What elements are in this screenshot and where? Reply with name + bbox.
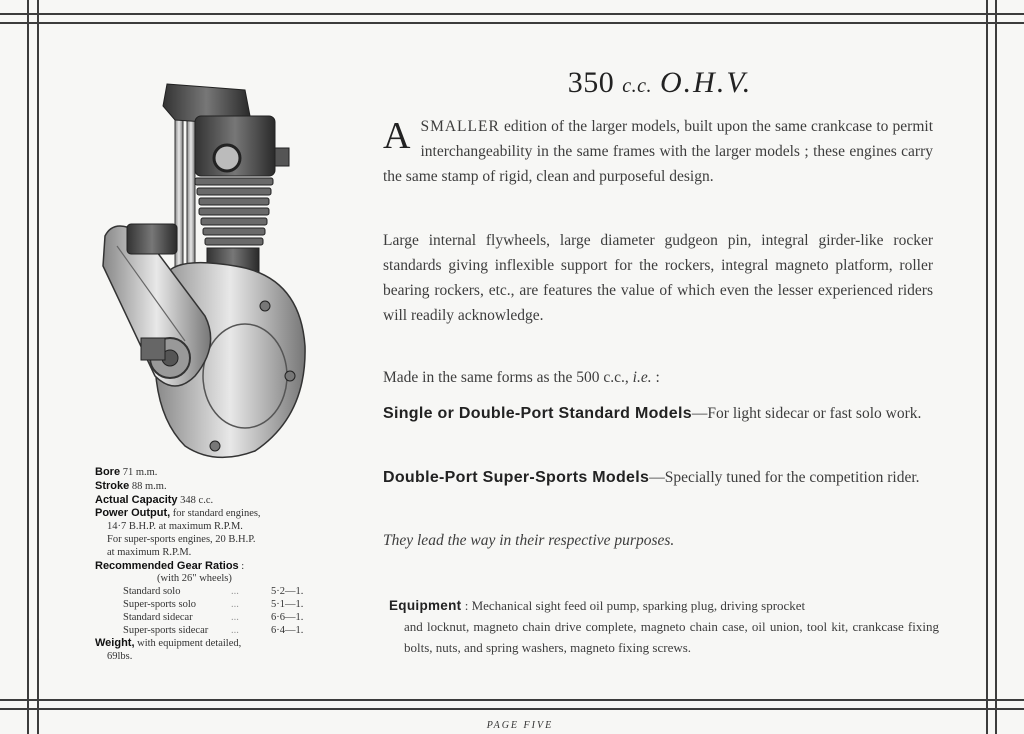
ratio-name: Standard sidecar [123, 611, 193, 623]
ratio-name: Super-sports solo [123, 598, 196, 610]
spec-weight [95, 637, 310, 651]
title-cc: c.c. [622, 75, 652, 97]
ratio-row [95, 625, 310, 638]
model-super-sports-name: Double-Port Super-Sports Models [383, 469, 650, 486]
features-paragraph: Large internal flywheels, large diameter gudgeon pin, integral girder-like rocker standards giving inflexible support for the rockers, integral magneto platform, roller bearing rockers, etc., are features the value of which even the lesser experienced riders will readily acknowledge. [383, 232, 933, 324]
capacity-label: Actual Capacity [95, 493, 178, 506]
forms-tail: : [651, 369, 660, 386]
ratio-row [95, 599, 310, 612]
model-standard-name: Single or Double-Port Standard Models [383, 405, 692, 422]
intro-lead-caps: SMALLER [420, 118, 500, 135]
spec-capacity [95, 494, 310, 508]
engine-illustration [95, 76, 310, 461]
weight-value: with equipment detailed, [134, 638, 242, 650]
ratio-dots: ... [231, 586, 239, 598]
ratio-value: 6·4—1. [271, 624, 304, 636]
stroke-label: Stroke [95, 479, 130, 492]
frame-top-rule [0, 13, 1024, 15]
spec-power [95, 507, 310, 521]
frame-left-rule [27, 0, 29, 734]
equipment-paragraph [389, 595, 939, 658]
intro-text: edition of the larger models, built upon the same crankcase to permit interchangeability in the same frames with the larger models ; these engines carry the same stamp of rigid, clean and purposeful design. [383, 118, 933, 185]
power-value-2: 14·7 B.H.P. at maximum R.P.M. [107, 521, 243, 533]
page-title [380, 66, 940, 100]
frame-bottom-rule [0, 699, 1024, 701]
ratio-name: Super-sports sidecar [123, 624, 209, 636]
spec-stroke [95, 480, 310, 494]
ratio-row [95, 586, 310, 599]
ratio-value: 5·1—1. [271, 598, 304, 610]
title-number: 350 [567, 66, 615, 99]
intro-paragraph [383, 114, 933, 189]
bore-label: Bore [95, 466, 121, 478]
spec-gear-ratios [95, 560, 310, 574]
model-standard-desc: —For light sidecar or fast solo work. [691, 405, 922, 422]
equipment-text-2: and locknut, magneto chain drive complete, magneto chain case, oil union, tool kit, crankcase fixing bolts, nuts, and spring washers, magneto fixing screws. [404, 619, 939, 655]
model-super-sports-desc: —Specially tuned for the competition rider. [649, 469, 920, 486]
ratio-value: 5·2—1. [271, 586, 304, 598]
forms-paragraph [383, 365, 933, 390]
equipment-text-1: Mechanical sight feed oil pump, sparking plug, driving sprocket [471, 598, 806, 613]
title-ohv: O.H.V. [659, 66, 753, 99]
frame-bottom-rule-inner [0, 708, 1024, 710]
weight-value-2: 69lbs. [107, 651, 133, 663]
frame-left-rule-inner [37, 0, 39, 734]
stroke-value: 88 m.m. [129, 480, 167, 492]
ratio-dots: ... [231, 611, 239, 623]
power-value-1: for standard engines, [170, 508, 261, 520]
power-value-4: at maximum R.P.M. [107, 546, 192, 558]
ratio-row [95, 612, 310, 625]
frame-right-rule [986, 0, 988, 734]
model-standard [383, 401, 933, 426]
gear-label: Recommended Gear Ratios [95, 559, 239, 572]
ratio-value: 6·6—1. [271, 611, 304, 623]
page-number: PAGE FIVE [486, 720, 554, 731]
forms-text: Made in the same forms as the 500 c.c., [383, 369, 633, 386]
gear-note: (with 26" wheels) [157, 573, 232, 585]
frame-right-rule-inner [995, 0, 997, 734]
ratio-name: Standard solo [123, 586, 181, 598]
slogan: They lead the way in their respective purposes. [383, 532, 675, 549]
capacity-value: 348 c.c. [177, 494, 214, 506]
spec-bore [95, 466, 310, 480]
specs-block [95, 466, 310, 664]
power-label: Power Output, [95, 507, 171, 520]
equipment-label: Equipment [389, 598, 462, 613]
bore-value: 71 m.m. [120, 467, 158, 478]
ratio-dots: ... [231, 598, 239, 610]
power-value-3: For super-sports engines, 20 B.H.P. [107, 533, 256, 545]
model-super-sports [383, 465, 933, 490]
weight-label: Weight, [95, 637, 135, 650]
drop-cap: A [383, 115, 411, 157]
gear-colon: : [238, 560, 245, 572]
frame-top-rule-inner [0, 22, 1024, 24]
ratio-dots: ... [231, 624, 239, 636]
equipment-sep: : [461, 598, 472, 613]
forms-ie: i.e. [632, 369, 652, 386]
